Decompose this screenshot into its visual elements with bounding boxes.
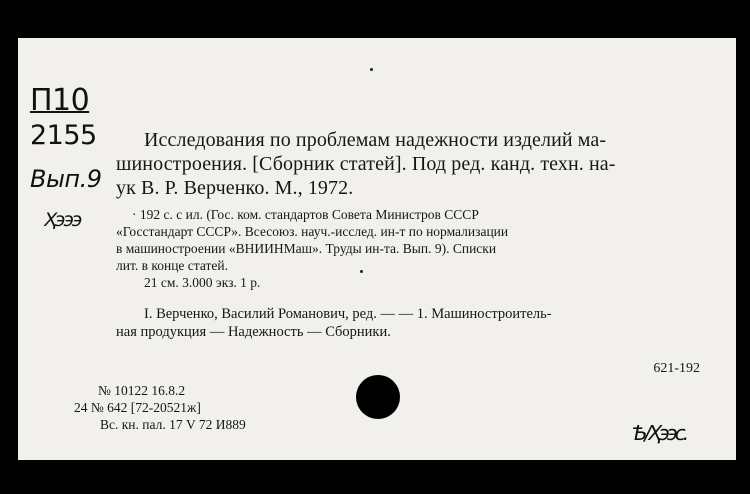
title-line-2: шиностроения. [Сборник статей]. Под ред. канд. техн. на- [116, 153, 616, 175]
subject-line-1: I. Верченко, Василий Романович, ред. — — 1. Машиностроитель- [144, 306, 552, 322]
call-number-shelf: П10 [30, 83, 90, 118]
footer-line-2: 24 № 642 [72-20521ж] [74, 400, 201, 415]
call-number: 2155 [30, 120, 97, 151]
title-line-1: Исследования по проблемам надежности изделий ма- [144, 129, 607, 151]
ink-speck [370, 68, 373, 71]
volume-note: Вып.9 [30, 165, 102, 193]
corner-handwritten-note: Ѣ/Ҳээс. [632, 421, 687, 445]
footer-line-1: № 10122 16.8.2 [98, 383, 186, 398]
description-line-2: «Госстандарт СССР». Всесоюз. науч.-исслед. ин-т по нормализации [116, 224, 509, 239]
subject-line-2: ная продукция — Надежность — Сборники. [116, 324, 391, 340]
description-line-3: в машиностроении «ВНИИНМаш». Труды ин-та. Вып. 9). Списки [116, 241, 497, 256]
footer-line-3: Вс. кн. пал. 17 V 72 И889 [100, 417, 246, 432]
ink-speck [360, 270, 363, 273]
description-line-1: · 192 с. с ил. (Гос. ком. стандартов Совета Министров СССР [132, 207, 479, 222]
punch-hole [356, 375, 400, 419]
catalog-card [18, 38, 736, 460]
title-line-3: ук В. Р. Верченко. М., 1972. [116, 177, 354, 199]
description-line-4: лит. в конце статей. [116, 258, 228, 273]
description-line-5: 21 см. 3.000 экз. 1 р. [144, 275, 261, 290]
handwritten-scribble: Ҳэээ [44, 209, 81, 231]
classification-code: 621-192 [653, 361, 700, 376]
